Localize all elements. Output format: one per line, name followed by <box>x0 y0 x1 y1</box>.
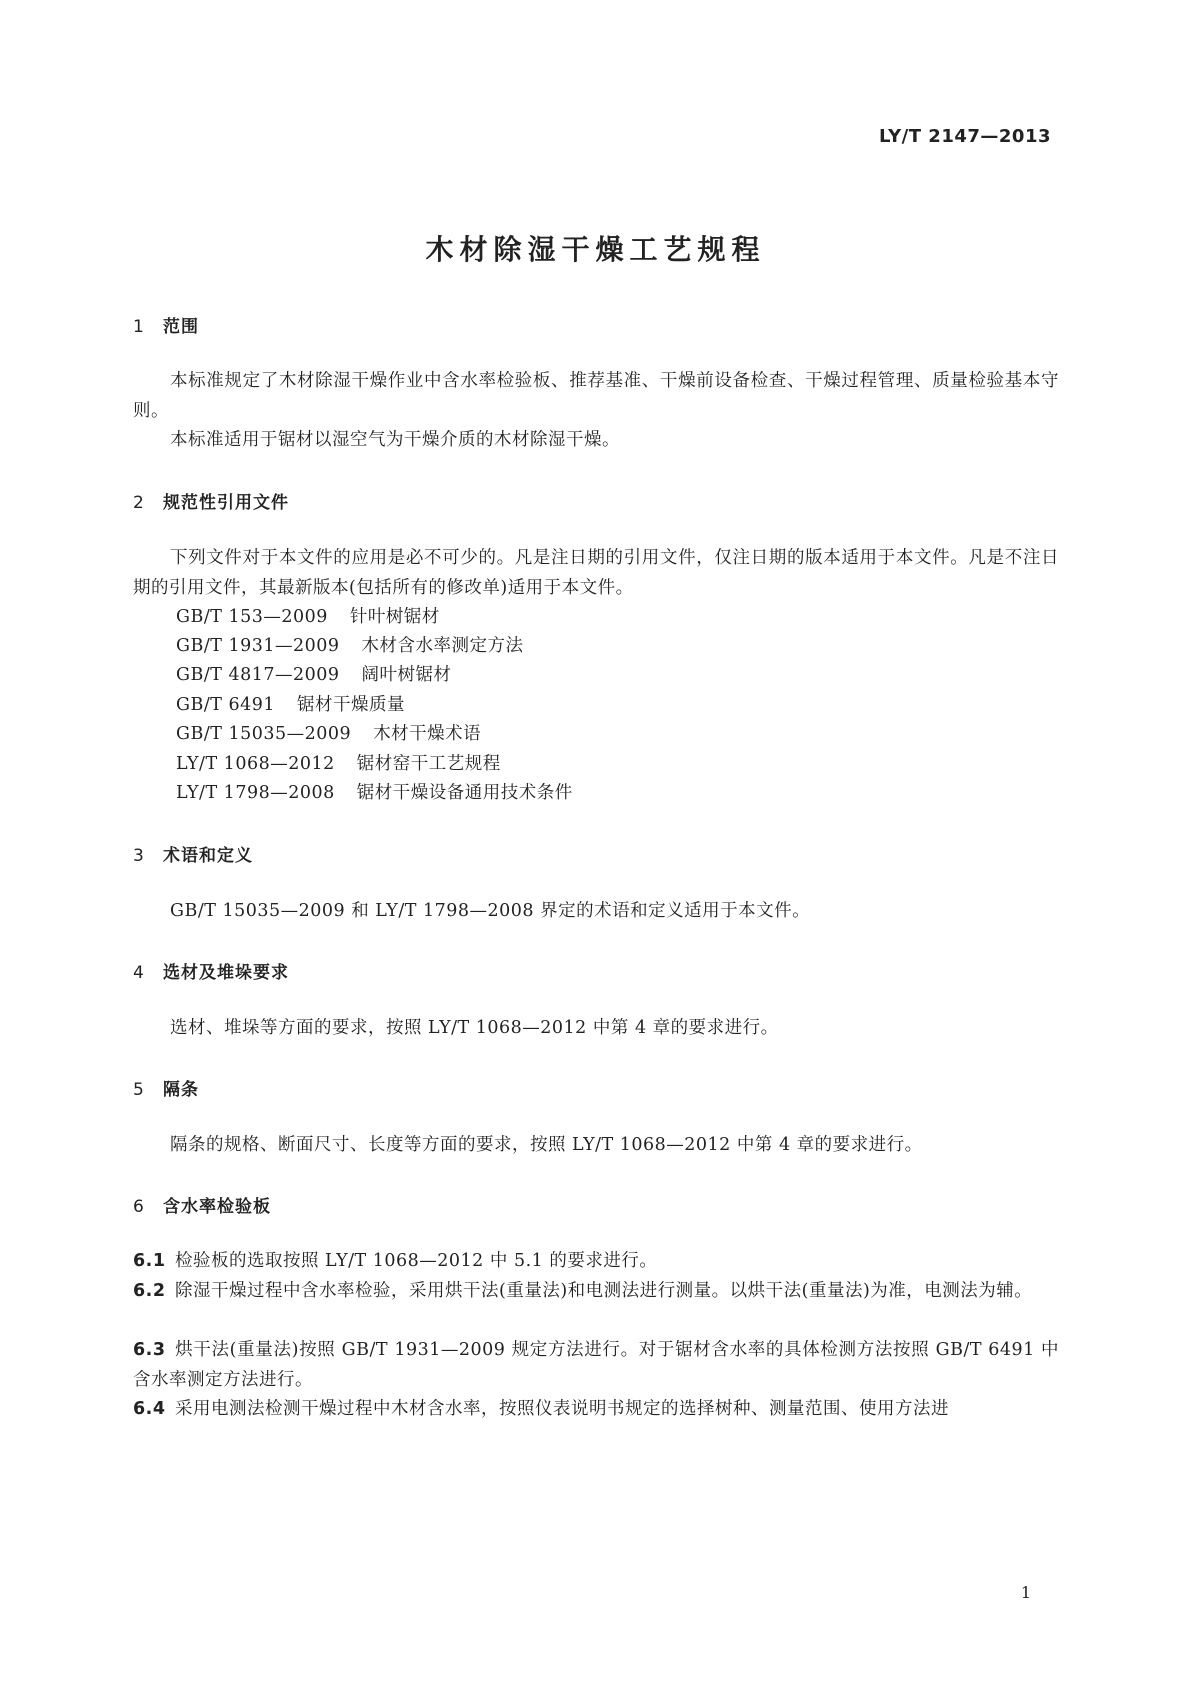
reference-code: GB/T 6491 <box>176 695 276 715</box>
section-heading <box>133 312 199 337</box>
page-number: 1 <box>1020 1583 1031 1602</box>
section-title: 规范性引用文件 <box>163 493 289 513</box>
clause-text: 检验板的选取按照 LY/T 1068—2012 中 5.1 的要求进行。 <box>175 1251 658 1271</box>
reference-item <box>176 691 405 716</box>
section-heading <box>133 958 289 983</box>
section-number: 3 <box>133 846 145 866</box>
clause-text: 烘干法(重量法)按照 GB/T 1931—2009 规定方法进行。对于锯材含水率的具体检测方法按照 GB/T 6491 中含水率测定方法进行。 <box>133 1340 1059 1390</box>
paragraph: 隔条的规格、断面尺寸、长度等方面的要求，按照 LY/T 1068—2012 中第 4 章的要求进行。 <box>170 1135 923 1155</box>
clause <box>133 1246 1059 1276</box>
reference-title: 针叶树锯材 <box>349 607 440 627</box>
clause-text: 采用电测法检测干燥过程中木材含水率，按照仪表说明书规定的选择树种、测量范围、使用方法进 <box>175 1399 949 1419</box>
section-heading <box>133 1075 199 1100</box>
section-heading <box>133 841 253 866</box>
reference-code: GB/T 4817—2009 <box>176 665 340 685</box>
paragraph: 下列文件对于本文件的应用是必不可少的。凡是注日期的引用文件，仅注日期的版本适用于本文件。凡是不注日期的引用文件，其最新版本(包括所有的修改单)适用于本文件。 <box>133 548 1059 598</box>
section-number: 4 <box>133 963 145 983</box>
section-heading <box>133 488 289 513</box>
reference-item <box>176 750 501 775</box>
paragraph: 本标准规定了木材除湿干燥作业中含水率检验板、推荐基准、干燥前设备检查、干燥过程管理、质量检验基本守则。 <box>133 371 1059 421</box>
clause <box>133 1335 1059 1395</box>
reference-title: 锯材干燥质量 <box>297 695 406 715</box>
reference-title: 锯材干燥设备通用技术条件 <box>356 783 573 803</box>
reference-title: 木材干燥术语 <box>373 724 482 744</box>
section-number: 1 <box>133 317 145 337</box>
document-title: 木材除湿干燥工艺规程 <box>425 233 766 266</box>
clause <box>133 1276 1059 1306</box>
reference-title: 木材含水率测定方法 <box>361 636 524 656</box>
clause-text: 除湿干燥过程中含水率检验，采用烘干法(重量法)和电测法进行测量。以烘干法(重量法)为准，电测法为辅。 <box>175 1281 1033 1301</box>
reference-title: 阔叶树锯材 <box>361 665 452 685</box>
standard-code: LY/T 2147—2013 <box>878 126 1051 147</box>
section-number: 5 <box>133 1080 145 1100</box>
clause-number: 6.2 <box>133 1281 166 1301</box>
reference-code: GB/T 1931—2009 <box>176 636 340 656</box>
reference-code: LY/T 1068—2012 <box>176 754 335 774</box>
section-number: 6 <box>133 1197 145 1217</box>
clause <box>133 1394 1059 1424</box>
paragraph: GB/T 15035—2009 和 LY/T 1798—2008 界定的术语和定义适用于本文件。 <box>170 901 811 921</box>
reference-item <box>176 661 452 686</box>
section-title: 含水率检验板 <box>163 1197 271 1217</box>
reference-item <box>176 632 524 657</box>
reference-code: LY/T 1798—2008 <box>176 783 335 803</box>
section-title: 隔条 <box>163 1080 199 1100</box>
section-title: 范围 <box>163 317 199 337</box>
section-heading <box>133 1192 271 1217</box>
reference-title: 锯材窑干工艺规程 <box>356 754 501 774</box>
reference-item <box>176 603 440 628</box>
paragraph: 本标准适用于锯材以湿空气为干燥介质的木材除湿干燥。 <box>170 430 620 450</box>
section-title: 术语和定义 <box>163 846 253 866</box>
reference-code: GB/T 153—2009 <box>176 607 328 627</box>
paragraph: 选材、堆垛等方面的要求，按照 LY/T 1068—2012 中第 4 章的要求进行。 <box>170 1018 779 1038</box>
clause-number: 6.1 <box>133 1251 166 1271</box>
clause-number: 6.4 <box>133 1399 166 1419</box>
section-number: 2 <box>133 493 145 513</box>
section-title: 选材及堆垛要求 <box>163 963 289 983</box>
reference-code: GB/T 15035—2009 <box>176 724 352 744</box>
reference-item <box>176 720 481 745</box>
reference-item <box>176 779 573 804</box>
clause-number: 6.3 <box>133 1340 166 1360</box>
